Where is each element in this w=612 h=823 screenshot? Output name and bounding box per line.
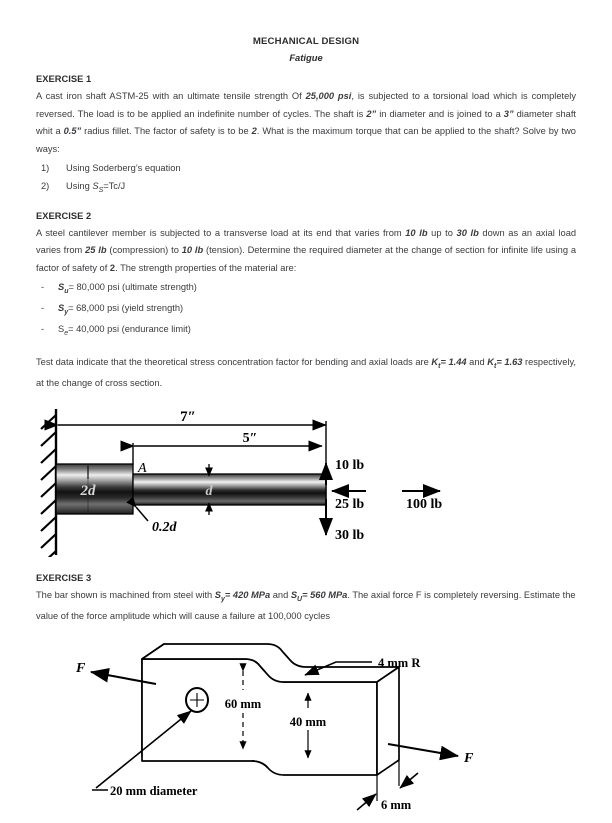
list-item-symbol-subscript: S <box>98 186 104 194</box>
property-subscript: y <box>64 309 69 317</box>
property-subscript: e <box>64 329 69 337</box>
ex1-factor-of-safety: 2 <box>251 126 257 136</box>
exercise-3-paragraph <box>36 587 576 626</box>
list-item-label-after: =Tc/J <box>103 180 126 191</box>
dimension-section-length <box>134 431 322 446</box>
list-item-label: Using Soderberg’s equation <box>66 163 181 173</box>
property-subscript: u <box>64 288 69 296</box>
section-spacer <box>36 557 576 573</box>
list-item <box>41 160 576 178</box>
dimension-section-length-label: 5″ <box>242 430 258 446</box>
ex1-fillet-radius: 0.5” <box>63 126 82 136</box>
document-subtitle: Fatigue <box>289 52 323 63</box>
hole-circle <box>186 688 208 712</box>
kt-axial-subscript: t <box>493 362 497 370</box>
fixed-wall <box>41 409 56 557</box>
ex1-shaft-diameter: 2” <box>366 108 377 119</box>
ex2-axial-compression: 25 lb <box>85 245 107 256</box>
ex2-text-4: (compression) to <box>106 245 182 256</box>
ex2-testdata-1: Test data indicate that the theoretical stress concentration factor for bending and axial loads are <box>36 356 432 367</box>
property-symbol: S <box>58 282 65 293</box>
label-fillet-radius: 0.2d <box>152 519 177 535</box>
ex1-text-3: in diameter and is joined to a <box>376 108 504 119</box>
document-title: MECHANICAL DESIGN <box>252 36 360 47</box>
property-value: = 68,000 psi (yield strength) <box>68 303 184 314</box>
list-item-dash: - <box>41 282 45 293</box>
kt-bending-value: = 1.44 <box>440 356 467 367</box>
ex1-text-2: , is subjected to a torsional load which is completely reversed. The load is to be applied an indefinite number of cycles. The shaft is <box>36 91 577 119</box>
ex3-yield-symbol: S <box>214 589 221 600</box>
ex1-text-1: A cast iron shaft ASTM-25 with an ultimate tensile strength Of <box>36 91 306 101</box>
exercise-3-figure <box>36 638 576 823</box>
leader-hole-diameter-label: 20 mm diameter <box>110 783 198 798</box>
exercise-2-properties-list <box>36 279 576 342</box>
ex2-load-max: 30 lb <box>456 227 479 238</box>
kt-axial-symbol: K <box>487 356 494 367</box>
list-item <box>41 279 576 300</box>
label-large-diameter: 2d <box>80 482 96 499</box>
ex3-ultimate-subscript: U <box>297 595 303 603</box>
ex2-testdata-3: respectively, at the change of cross section. <box>36 356 576 389</box>
dimension-total-length <box>58 409 326 425</box>
dimension-thickness-label: 6 mm <box>381 797 412 812</box>
ex3-text-1: The bar shown is machined from steel with <box>36 589 215 600</box>
exercise-2-paragraph <box>36 225 576 278</box>
ex1-ultimate-strength: 25,000 psi <box>305 91 352 101</box>
ex1-text-5: radius fillet. The factor of safety is to be <box>81 126 252 136</box>
section-spacer <box>36 342 576 354</box>
list-item-dash: - <box>41 303 45 314</box>
list-item-number: 1) <box>41 163 50 173</box>
section-spacer <box>36 199 576 211</box>
ex3-text-3: . The axial force F is completely reversing. Estimate the value of the force amplitude which will cause a failure at 100,000 cycles <box>36 589 576 622</box>
ex1-text-4: diameter shaft whit a <box>36 108 576 136</box>
bar-solid-body <box>142 644 399 775</box>
load-up-label: 10 lb <box>335 457 365 473</box>
dimension-narrow-width-label: 40 mm <box>289 714 327 729</box>
dimension-total-length-label: 7″ <box>180 408 196 425</box>
force-left-label: F <box>76 660 86 676</box>
load-axial-left-label: 25 lb <box>335 496 365 512</box>
ex3-yield-subscript: y <box>221 595 225 603</box>
property-value: = 40,000 psi (endurance limit) <box>68 324 191 335</box>
ex3-ultimate-value: = 560 MPa <box>302 589 348 600</box>
ex3-ultimate-symbol: S <box>290 589 298 600</box>
load-down-label: 30 lb <box>335 527 365 543</box>
list-item <box>41 300 576 321</box>
ex2-testdata-2: and <box>466 356 488 367</box>
leader-fillet-radius-label: 4 mm R <box>378 655 421 670</box>
ex2-factor-of-safety: 2 <box>109 262 116 273</box>
kt-axial-value: = 1.63 <box>496 356 523 367</box>
label-point-a: A <box>138 460 147 476</box>
ex2-text-6: . The strength properties of the material are: <box>115 262 297 273</box>
document-content <box>36 36 576 823</box>
shaft-small-section <box>133 474 326 505</box>
ex3-text-2: and <box>270 589 291 600</box>
ex1-text-6: . What is the maximum torque that can be applied to the shaft? Solve by two ways: <box>36 126 576 154</box>
ex2-text-1: A steel cantilever member is subjected to a transverse load at its end that varies from <box>36 227 406 238</box>
ex2-load-min: 10 lb <box>405 227 428 238</box>
ex2-axial-tension: 10 lb <box>181 245 204 256</box>
property-value: = 80,000 psi (ultimate strength) <box>68 282 197 293</box>
exercise-1-heading: EXERCISE 1 <box>36 74 92 84</box>
list-item-dash: - <box>41 324 45 335</box>
list-item-number: 2) <box>41 180 50 191</box>
ex3-yield-value: = 420 MPa <box>224 589 271 600</box>
list-item-symbol: S <box>92 180 99 191</box>
leader-fillet-radius <box>136 507 148 521</box>
exercise-2-figure <box>36 407 576 557</box>
ex2-text-5: (tension). Determine the required diameter at the change of section for infinite life using a factor of safety of <box>36 245 577 273</box>
dimension-wide-width-label: 60 mm <box>224 696 262 711</box>
exercise-1-paragraph <box>36 88 576 158</box>
list-item-label-before: Using <box>66 180 93 191</box>
ex2-text-3: down as an axial load varies from <box>36 227 577 256</box>
exercise-3-heading: EXERCISE 3 <box>36 572 92 583</box>
property-symbol: S <box>58 324 65 335</box>
cantilever-shaft-svg <box>36 407 576 557</box>
exercise-2-test-data-paragraph <box>36 354 576 393</box>
list-item <box>41 178 576 199</box>
ex1-joined-diameter: 3” <box>503 108 514 119</box>
property-symbol: S <box>58 303 65 314</box>
ex2-text-2: up to <box>427 227 457 238</box>
force-right-label: F <box>464 750 474 766</box>
exercise-1-methods-list <box>36 160 576 199</box>
exercise-2-heading: EXERCISE 2 <box>36 210 92 221</box>
kt-bending-symbol: K <box>431 356 439 367</box>
notched-bar-svg <box>36 638 576 823</box>
kt-bending-subscript: t <box>438 362 441 370</box>
load-axial-right-label: 100 lb <box>406 496 443 512</box>
label-small-diameter: d <box>205 483 213 499</box>
list-item <box>41 321 576 342</box>
